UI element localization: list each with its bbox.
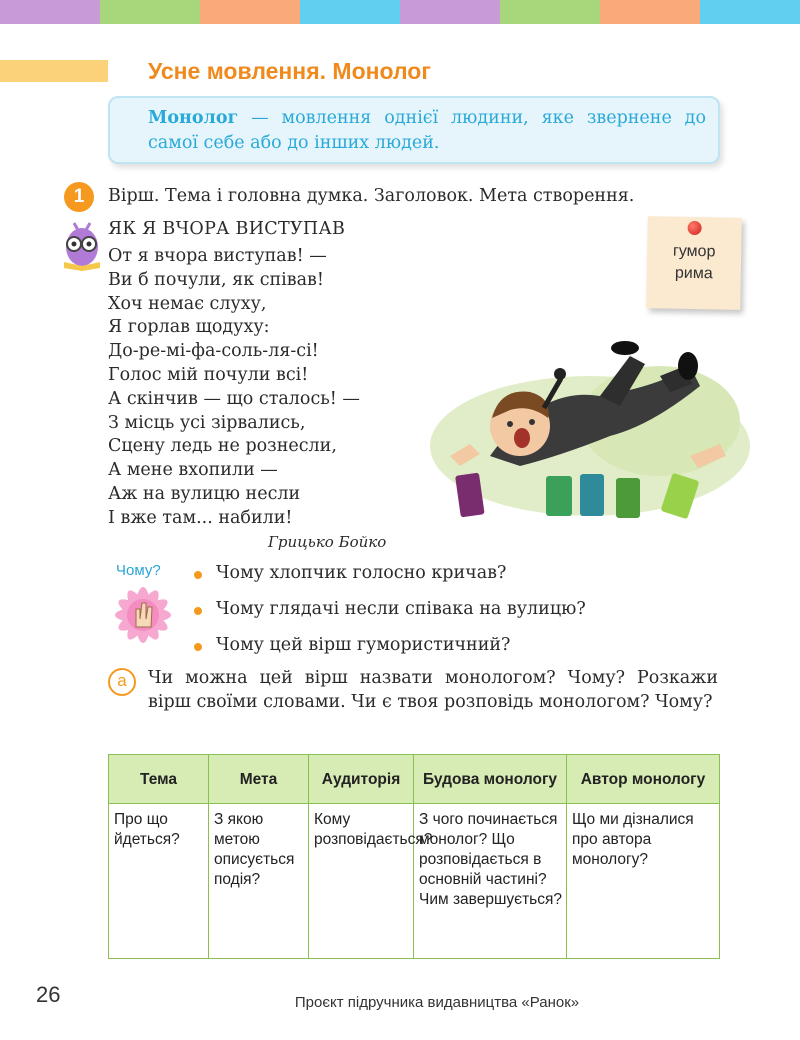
top-bar-segment bbox=[500, 0, 600, 24]
task-number-badge: 1 bbox=[64, 182, 94, 212]
top-bar-segment bbox=[700, 0, 800, 24]
task-a-badge: а bbox=[108, 668, 136, 696]
list-item bbox=[194, 599, 586, 635]
table-cell: З чого починається монолог? Що розповідається в основній частині? Чим завершується? bbox=[414, 804, 567, 959]
poem-line: От я вчора виступав! — bbox=[108, 246, 327, 266]
poem-line: Аж на вулицю несли bbox=[108, 483, 301, 504]
poem-title: ЯК Я ВЧОРА ВИСТУПАВ bbox=[108, 219, 346, 239]
bullet-icon bbox=[194, 643, 202, 651]
list-item bbox=[194, 563, 586, 599]
top-bar-segment bbox=[200, 0, 300, 24]
question-text: Чому глядачі несли співака на вулицю? bbox=[216, 599, 586, 619]
top-bar-segment bbox=[600, 0, 700, 24]
poem-line: Я горлав щодуху: bbox=[108, 317, 270, 338]
poem-body bbox=[108, 245, 428, 531]
page-title: Усне мовлення. Монолог bbox=[148, 58, 431, 84]
table-cell: З якою метою описується подія? bbox=[209, 804, 309, 959]
top-bar-segment bbox=[300, 0, 400, 24]
top-bar-segment bbox=[400, 0, 500, 24]
table-header-cell: Будова монологу bbox=[414, 755, 567, 804]
owl-reading-icon bbox=[58, 220, 104, 272]
table-cell: Кому розповідається? bbox=[309, 804, 414, 959]
question-text: Чому хлопчик голосно кричав? bbox=[216, 563, 507, 583]
question-text: Чому цей вірш гумористичний? bbox=[216, 635, 511, 655]
table-header-cell: Тема bbox=[109, 755, 209, 804]
bullet-icon bbox=[194, 607, 202, 615]
poem-line: Хоч немає слуху, bbox=[108, 293, 267, 314]
table-header-row bbox=[109, 755, 720, 804]
top-bar-segment bbox=[0, 0, 100, 24]
top-color-bar bbox=[0, 0, 800, 24]
note-word-humor: гумор bbox=[672, 242, 716, 261]
task-a-text: Чи можна цей вірш назвати монологом? Чому? Розкажи вірш своїми словами. Чи є твоя розповідь монологом? Чому? bbox=[148, 668, 718, 712]
poem-line: З місць усі зірвались, bbox=[108, 412, 306, 433]
table-row bbox=[109, 804, 720, 959]
pin-icon bbox=[687, 221, 701, 235]
table-cell: Що ми дізналися про автора монологу? bbox=[567, 804, 720, 959]
bullet-icon bbox=[194, 571, 202, 579]
definition-box bbox=[108, 96, 720, 164]
table-header-cell: Аудиторія bbox=[309, 755, 414, 804]
definition-term: Монолог bbox=[148, 108, 239, 128]
title-accent-band bbox=[0, 60, 108, 82]
singing-boy-illustration bbox=[430, 326, 750, 526]
why-label: Чому? bbox=[116, 562, 161, 579]
note-word-rhyme: рима bbox=[674, 264, 713, 283]
definition-text: — мовлення однієї людини, яке звернене до самої себе або до інших людей. bbox=[148, 108, 706, 153]
poem-line: А скінчив — що сталось! — bbox=[108, 388, 360, 409]
hand-flower-icon bbox=[108, 582, 178, 648]
table-header-cell: Автор монологу bbox=[567, 755, 720, 804]
footer-text: Проєкт підручника видавництва «Ранок» bbox=[294, 994, 580, 1011]
poem-line: І вже там... набили! bbox=[108, 507, 293, 528]
top-bar-segment bbox=[100, 0, 200, 24]
sticky-note bbox=[646, 216, 742, 310]
poem-line: Ви б почули, як співав! bbox=[108, 269, 324, 290]
table-header-cell: Мета bbox=[209, 755, 309, 804]
table-cell: Про що йдеться? bbox=[109, 804, 209, 959]
poem-line: А мене вхопили — bbox=[108, 460, 278, 481]
task-1-text: Вірш. Тема і головна думка. Заголовок. Мета створення. bbox=[108, 186, 635, 206]
poem-line: До-ре-мі-фа-соль-ля-сі! bbox=[108, 341, 319, 362]
why-questions-list bbox=[194, 563, 586, 671]
monologue-table bbox=[108, 754, 720, 959]
page-number: 26 bbox=[36, 982, 61, 1007]
poem-line: Голос мій почули всі! bbox=[108, 364, 309, 385]
poem-author: Грицько Бойко bbox=[268, 533, 387, 551]
poem-line: Сцену ледь не рознесли, bbox=[108, 436, 337, 457]
